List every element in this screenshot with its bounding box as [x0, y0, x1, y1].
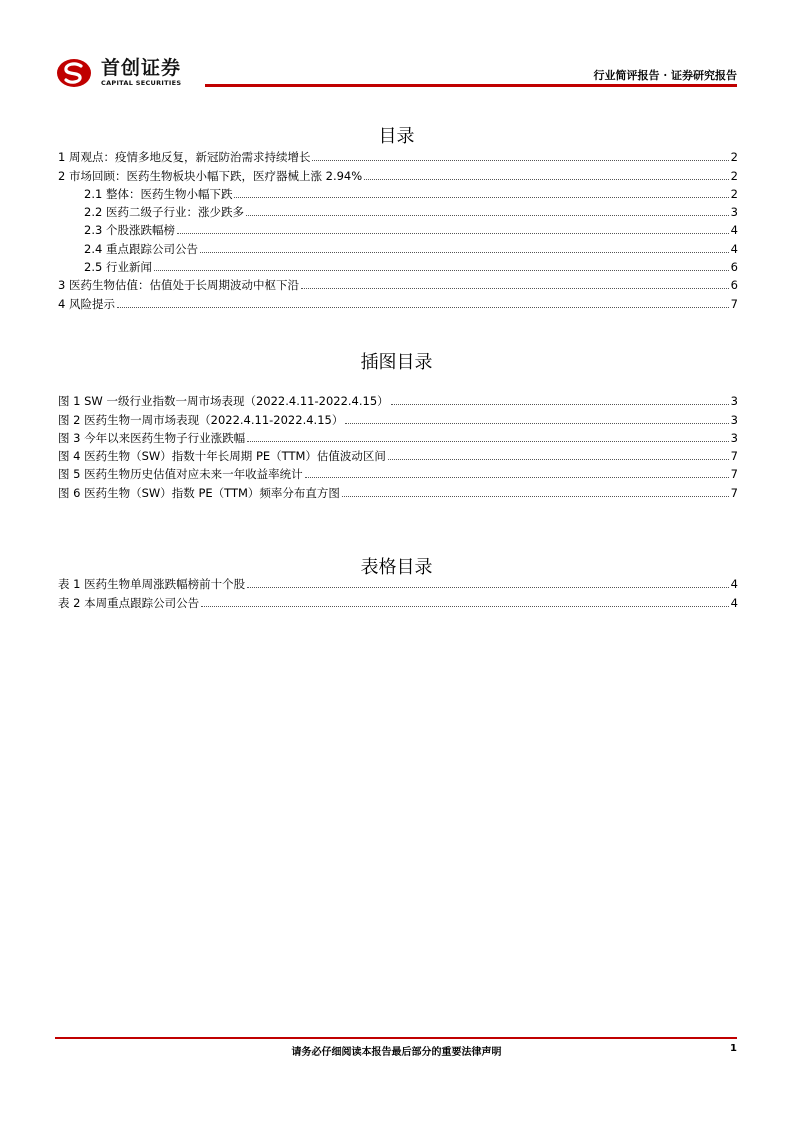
toc-item-page: 7: [730, 296, 738, 311]
logo-chinese-name: 首创证券: [101, 57, 182, 79]
toc-leader: [312, 160, 728, 161]
figure-item[interactable]: [58, 408, 738, 426]
toc-title: 目录: [378, 126, 415, 147]
toc-item-label: 2 市场回顾：医药生物板块小幅下跌，医疗器械上涨 2.94%: [58, 168, 363, 183]
figure-item-label: 图 5 医药生物历史估值对应未来一年收益率统计: [58, 467, 303, 482]
legal-disclaimer-notice: 请务必仔细阅读本报告最后部分的重要法律声明: [291, 1047, 502, 1058]
toc-item-page: 6: [730, 278, 738, 293]
figure-item-label: 图 1 SW 一级行业指数一周市场表现（2022.4.11-2022.4.15）: [58, 394, 389, 409]
toc-item-label: 4 风险提示: [58, 296, 115, 311]
toc-item[interactable]: [58, 274, 738, 292]
toc-leader: [345, 423, 728, 424]
toc-item-page: 4: [730, 223, 738, 238]
capital-securities-logo-icon: [55, 57, 95, 89]
page-number: 1: [730, 1043, 737, 1054]
header-divider: [205, 84, 737, 87]
toc-item-label: 2.5 行业新闻: [84, 260, 152, 275]
figure-item-label: 图 2 医药生物一周市场表现（2022.4.11-2022.4.15）: [58, 412, 344, 427]
toc-subitem[interactable]: [58, 183, 738, 201]
figure-item-page: 3: [730, 412, 738, 427]
report-type-label: 行业简评报告 · 证券研究报告: [593, 69, 737, 82]
table-item-page: 4: [730, 577, 738, 592]
toc-item-page: 4: [730, 241, 738, 256]
table-item-page: 4: [730, 595, 738, 610]
figure-item-page: 3: [730, 394, 738, 409]
figure-item-page: 7: [730, 467, 738, 482]
toc-list: [58, 146, 738, 311]
toc-leader: [342, 496, 729, 497]
figure-item-label: 图 6 医药生物（SW）指数 PE（TTM）频率分布直方图: [58, 485, 340, 500]
figure-item[interactable]: [58, 481, 738, 499]
toc-item-page: 2: [730, 150, 738, 165]
toc-leader: [364, 179, 729, 180]
figure-item[interactable]: [58, 427, 738, 445]
figure-item-page: 3: [730, 430, 738, 445]
figure-item[interactable]: [58, 463, 738, 481]
figure-item-page: 7: [730, 485, 738, 500]
toc-leader: [234, 197, 728, 198]
figures-title: 插图目录: [360, 352, 433, 373]
toc-subitem[interactable]: [58, 256, 738, 274]
toc-leader: [154, 270, 729, 271]
figures-list: [58, 390, 738, 500]
toc-item-page: 2: [730, 168, 738, 183]
toc-item-label: 1 周观点：疫情多地反复，新冠防治需求持续增长: [58, 150, 311, 165]
company-logo: [55, 57, 181, 89]
toc-leader: [388, 459, 729, 460]
toc-leader: [200, 252, 729, 253]
toc-subitem[interactable]: [58, 237, 738, 255]
toc-leader: [247, 441, 729, 442]
figure-item-page: 7: [730, 449, 738, 464]
page-header: [55, 57, 737, 89]
toc-item-label: 2.4 重点跟踪公司公告: [84, 241, 198, 256]
table-item[interactable]: [58, 591, 738, 609]
toc-leader: [305, 477, 729, 478]
figure-item-label: 图 3 今年以来医药生物子行业涨跌幅: [58, 430, 246, 445]
toc-leader: [177, 233, 729, 234]
toc-leader: [301, 288, 729, 289]
toc-leader: [117, 307, 729, 308]
figure-item-label: 图 4 医药生物（SW）指数十年长周期 PE（TTM）估值波动区间: [58, 449, 386, 464]
table-item-label: 表 1 医药生物单周涨跌幅榜前十个股: [58, 577, 246, 592]
toc-item-page: 6: [730, 260, 738, 275]
toc-item-page: 3: [730, 205, 738, 220]
footer-divider: [55, 1037, 737, 1039]
toc-item[interactable]: [58, 292, 738, 310]
logo-english-name: CAPITAL SECURITIES: [101, 79, 182, 87]
toc-item-page: 2: [730, 186, 738, 201]
tables-list: [58, 573, 738, 610]
toc-leader: [201, 606, 729, 607]
toc-item-label: 3 医药生物估值：估值处于长周期波动中枢下沿: [58, 278, 299, 293]
toc-leader: [391, 404, 729, 405]
table-item[interactable]: [58, 573, 738, 591]
tables-title: 表格目录: [360, 557, 433, 578]
toc-leader: [246, 215, 729, 216]
toc-item-label: 2.2 医药二级子行业：涨少跌多: [84, 205, 244, 220]
toc-leader: [247, 587, 729, 588]
toc-item-label: 2.1 整体：医药生物小幅下跌: [84, 186, 233, 201]
toc-subitem[interactable]: [58, 201, 738, 219]
toc-item[interactable]: [58, 164, 738, 182]
toc-item-label: 2.3 个股涨跌幅榜: [84, 223, 175, 238]
table-item-label: 表 2 本周重点跟踪公司公告: [58, 595, 200, 610]
toc-subitem[interactable]: [58, 219, 738, 237]
toc-item[interactable]: [58, 146, 738, 164]
figure-item[interactable]: [58, 390, 738, 408]
figure-item[interactable]: [58, 445, 738, 463]
